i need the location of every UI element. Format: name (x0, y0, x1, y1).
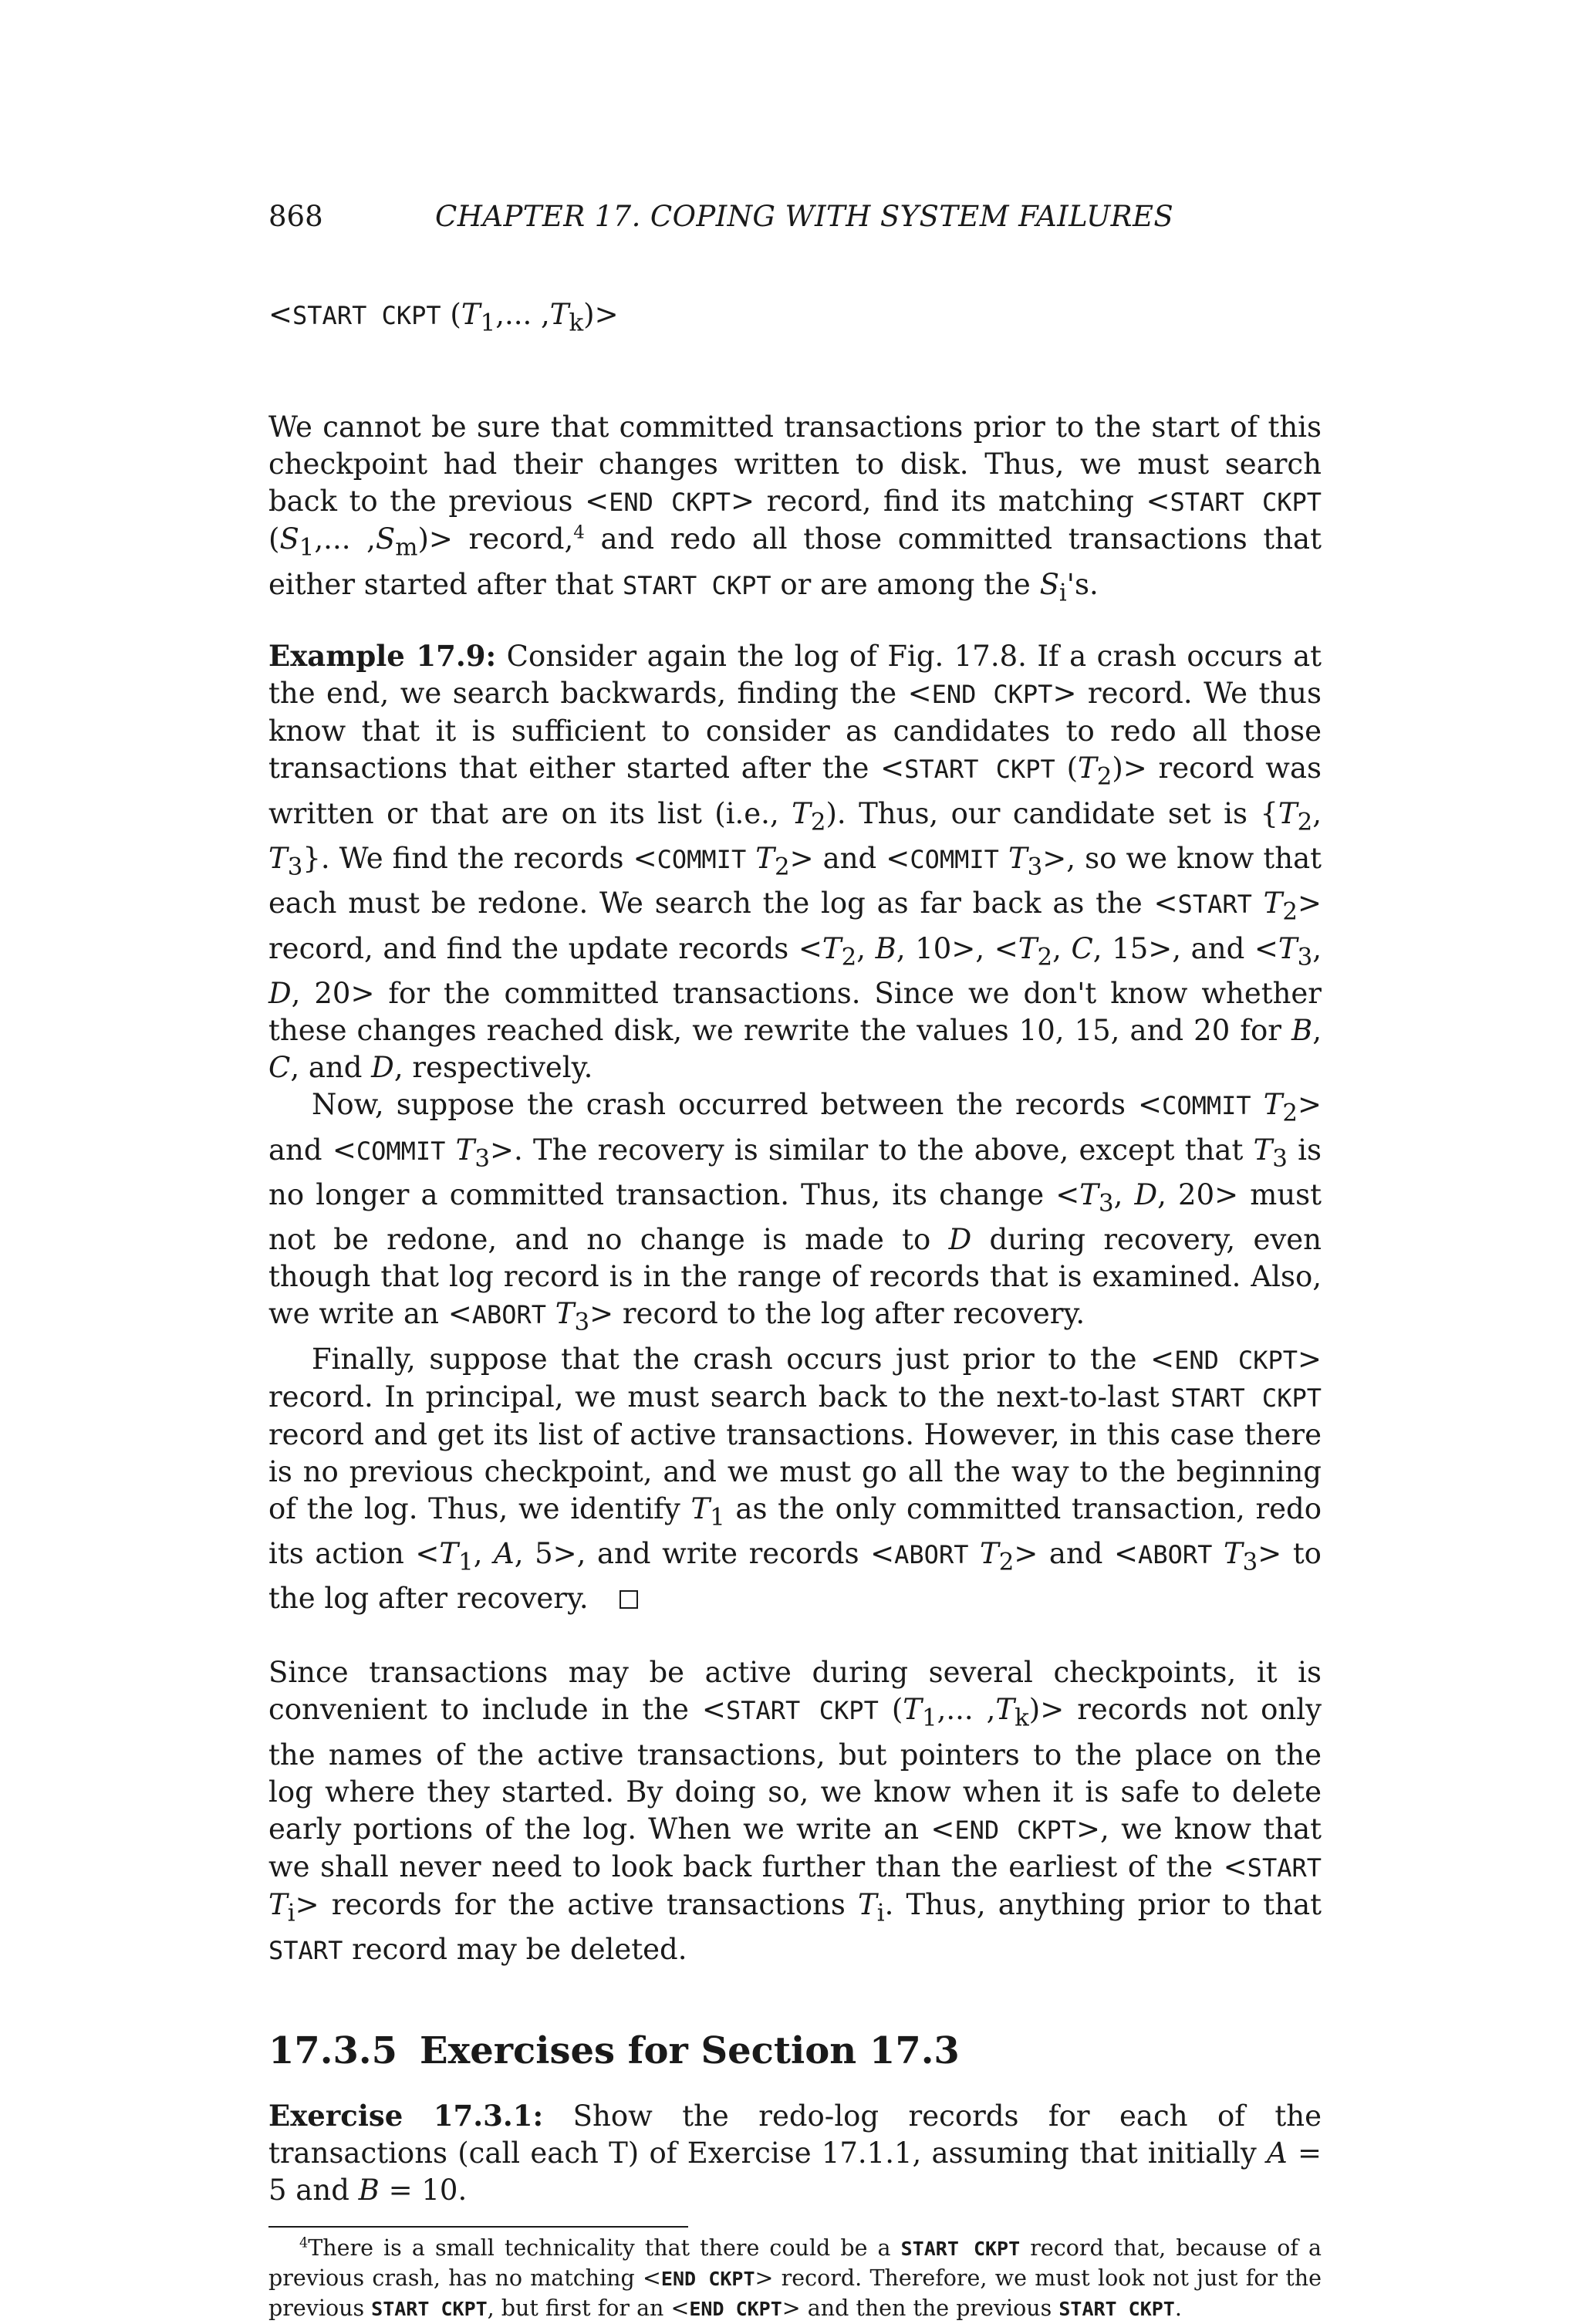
footnote-4: $^4$There is a small technicality that there could be a START CKPT record that, because of a previous crash, has no matching <END CKPT> record. Therefore, we must look not just for the previous START CKPT, but first for an <END CKPT> and then the previous START CKPT. (268, 2235, 1322, 2322)
paragraph-checkpoint-recovery: We cannot be sure that committed transactions prior to the start of this checkpoint had their changes written to disk. Thus, we must search back to the previous <END CKPT> record, find its matching <START CKPT ($S_1$,... $,S_m)>$ record,$^4$ and redo all those committed transactions that either started after that START CKPT or are among the $S_i's$. (268, 410, 1322, 607)
section-heading (268, 2028, 1322, 2074)
paragraph-crash-before-end-ckpt: Finally, suppose that the crash occurs just prior to the <END CKPT> record. In principal, we must search back to the next-to-last START CKPT record and get its list of active transactions. However, in this case there is no previous checkpoint, and we must go all the way to the beginning of the log. Thus, we identify $T_1$ as the only committed transaction, redo its action $<T_1$, A, 5>, and write records <ABORT $T_2>$ and <ABORT $T_3>$ to the log after recovery. (268, 1342, 1322, 1616)
page-content (268, 198, 1322, 2324)
page-header (268, 198, 1322, 236)
running-title: CHAPTER 17. COPING WITH SYSTEM FAILURES (435, 200, 1174, 233)
qed-box (620, 1590, 638, 1609)
paragraph-crash-between-commits: Now, suppose the crash occurred between the records <COMMIT $T_2>$ and <COMMIT $T_3>$. The recovery is similar to the above, except that $T_3$ is no longer a committed transaction. Thus, its change $<T_3$, D, 20> must not be redone, and no change is made to D during recovery, even though that log record is in the range of records that is examined. Also, we write an <ABORT $T_3>$ record to the log after recovery. (268, 1088, 1322, 1336)
section-title: Exercises for Section 17.3 (420, 2029, 960, 2073)
example-17-9: Example 17.9: Consider again the log of Fig. 17.8. If a crash occurs at the end, we search backwards, finding the <END CKPT> record. We thus know that it is sufficient to consider as candidates to redo all those transactions that either started after the <START CKPT $(T_2)>$ record was written or that are on its list (i.e., $T_2$). Thus, our candidate set is {$T_2$, $T_3$}. We find the records <COMMIT $T_2>$ and <COMMIT $T_3>$, so we know that each must be redone. We search the log as far back as the <START $T_2>$ record, and find the update records $<T_2$, B, 10>, $<T_2$, C, 15>, and $<T_3$, D, 20> for the committed transactions. Since we don't know whether these changes reached disk, we rewrite the values 10, 15, and 20 for B, C, and D, respectively. (268, 639, 1322, 1085)
paragraph-pointers-to-log: Since transactions may be active during several checkpoints, it is convenient to include in the <START CKPT ($T_1$,... $,T_k)>$ records not only the names of the active transactions, but pointers to the place on the log where they started. By doing so, we know when it is safe to delete early portions of the log. When we write an <END CKPT>, we know that we shall never need to look back further than the earliest of the <START $T_i>$ records for the active transactions $T_i$. Thus, anything prior to that START record may be deleted. (268, 1656, 1322, 1967)
footnote-rule (268, 2226, 688, 2228)
page-number: 868 (268, 200, 323, 233)
exercise-17-3-1: Exercise 17.3.1: Show the redo-log records for each of the transactions (call each T) of Exercise 17.1.1, assuming that initially A = 5 and B = 10. (268, 2099, 1322, 2207)
section-number: 17.3.5 (268, 2029, 398, 2073)
checkpoint-record-display: <START CKPT ($T_1$,... $,T_k)>$ (268, 298, 619, 337)
